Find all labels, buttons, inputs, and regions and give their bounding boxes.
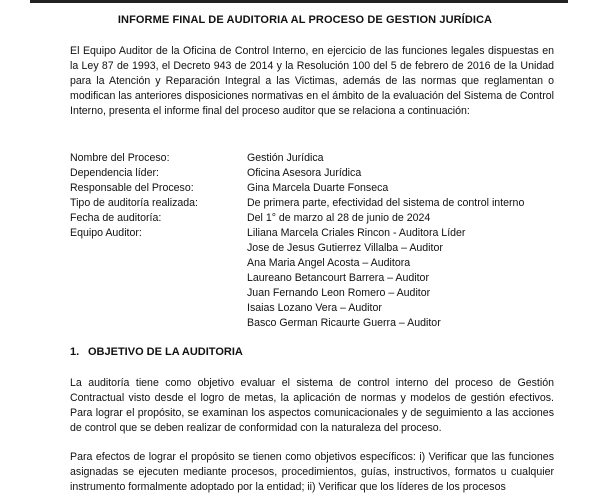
metadata-label: Equipo Auditor: [70, 227, 142, 239]
objective-paragraph: La auditoría tiene como objetivo evaluar el sistema de control interno del proceso de Gestión Contractual visto desde el logro de metas, la aplicación de normas y modelos de gestión efectivos. Para lograr el propósito, se examinan los aspectos comunicacionales y de seguimiento a las acciones de control que se deben realizar de conformidad con la naturaleza del proceso. [70, 377, 554, 434]
metadata-row [70, 256, 524, 271]
metadata-label [70, 271, 247, 286]
metadata-value: Basco German Ricaurte Guerra – Auditor [247, 317, 441, 329]
section-title: OBJETIVO DE LA AUDITORIA [88, 346, 243, 358]
metadata-value: De primera parte, efectividad del sistema de control interno [247, 197, 525, 209]
metadata-row [70, 151, 524, 166]
metadata-row [70, 316, 524, 331]
metadata-row [70, 181, 524, 196]
intro-paragraph: El Equipo Auditor de la Oficina de Control Interno, en ejercicio de las funciones legales dispuestas en la Ley 87 de 1993, el Decreto 943 de 2014 y la Resolución 100 del 5 de febrero de 2016 de la Unidad para la Atención y Reparación Integral a las Victimas, además de las normas que reglamentan o modifican las anteriores disposiciones normativas en el ámbito de la evaluación del Sistema de Control Interno, presenta el informe final del proceso auditor que se relaciona a continuación: [70, 45, 554, 117]
metadata-value: Isaias Lozano Vera – Auditor [247, 302, 382, 314]
page-top-border [30, 0, 568, 3]
metadata-row [70, 211, 524, 226]
section-number: 1. [70, 346, 80, 358]
metadata-label: Dependencia líder: [70, 167, 159, 179]
metadata-label: Responsable del Proceso: [70, 182, 194, 194]
metadata-row [70, 241, 524, 256]
metadata-value: Oficina Asesora Jurídica [247, 167, 362, 179]
document-title: INFORME FINAL DE AUDITORIA AL PROCESO DE GESTION JURÍDICA [117, 14, 493, 26]
metadata-value: Liliana Marcela Criales Rincon - Auditora Líder [247, 227, 466, 239]
metadata-label: Tipo de auditoría realizada: [70, 197, 198, 209]
metadata-row [70, 271, 524, 286]
metadata-value: Del 1° de marzo al 28 de junio de 2024 [247, 212, 431, 224]
metadata-label [70, 301, 247, 316]
metadata-value: Gestión Jurídica [247, 152, 324, 164]
metadata-label [70, 286, 247, 301]
metadata-label: Nombre del Proceso: [70, 152, 170, 164]
audit-metadata [70, 151, 524, 331]
metadata-row [70, 226, 524, 241]
metadata-value: Laureano Betancourt Barrera – Auditor [247, 272, 429, 284]
metadata-label [70, 241, 247, 256]
specific-objectives-paragraph: Para efectos de lograr el propósito se tienen como objetivos específicos: i) Verificar que las funciones asignadas se ejecuten mediante procesos, procedimientos, guías, instructivos, formatos u cualquier instrumento formalmente adoptado por la entidad; ii) Verificar que los líderes de los procesos [70, 451, 554, 493]
section-heading [70, 346, 243, 358]
metadata-row [70, 196, 524, 211]
metadata-row [70, 166, 524, 181]
metadata-value: Ana Maria Angel Acosta – Auditora [247, 257, 411, 269]
metadata-value: Jose de Jesus Gutierrez Villalba – Auditor [247, 242, 443, 254]
metadata-label [70, 316, 247, 331]
metadata-row [70, 286, 524, 301]
metadata-row [70, 301, 524, 316]
metadata-value: Gina Marcela Duarte Fonseca [247, 182, 389, 194]
metadata-label: Fecha de auditoría: [70, 212, 162, 224]
metadata-value: Juan Fernando Leon Romero – Auditor [247, 287, 431, 299]
metadata-label [70, 256, 247, 271]
